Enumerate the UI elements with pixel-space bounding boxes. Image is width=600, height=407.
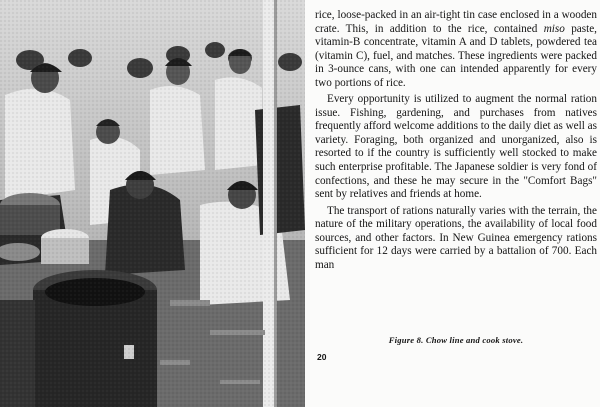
text-page	[305, 0, 600, 407]
paragraph-3: The transport of rations naturally varies with the terrain, the nature of the military operations, the availability of local food sources, and other factors. In New Guinea emergency rations sufficient for 12 days were carried by a battalion of 700. Each man	[315, 204, 597, 271]
paragraph-1-text-b: paste, vitamin-B concentrate, vitamin A and D tablets, powdered tea (vitamin C), fuel, and matches. These ingredients were packed in 3-ounce cans, with one can intended apparently for every two portions of rice.	[315, 22, 597, 89]
figure-caption: Figure 8. Chow line and cook stove.	[388, 335, 524, 345]
page-number: 20	[317, 352, 327, 362]
paragraph-1-miso-italic: miso	[543, 22, 565, 35]
body-text	[315, 9, 597, 272]
paragraph-1-text-a: rice, loose-packed in an air-tight tin case enclosed in a wooden crate. This, in addition to the rice, contained	[315, 9, 597, 35]
paragraph-1	[315, 9, 597, 90]
paragraph-2: Every opportunity is utilized to augment the normal ration issue. Fishing, gardening, and purchases from natives frequently afford welcome additions to the daily diet as well as variety. Foraging, both organized and unorganized, also is resorted to if the country is sufficiently well stocked to make such enterprise profitable. The Japanese soldier is very fond of confections, and these he may secure in the "Comfort Bags" sent by relatives and friends at home.	[315, 93, 597, 201]
